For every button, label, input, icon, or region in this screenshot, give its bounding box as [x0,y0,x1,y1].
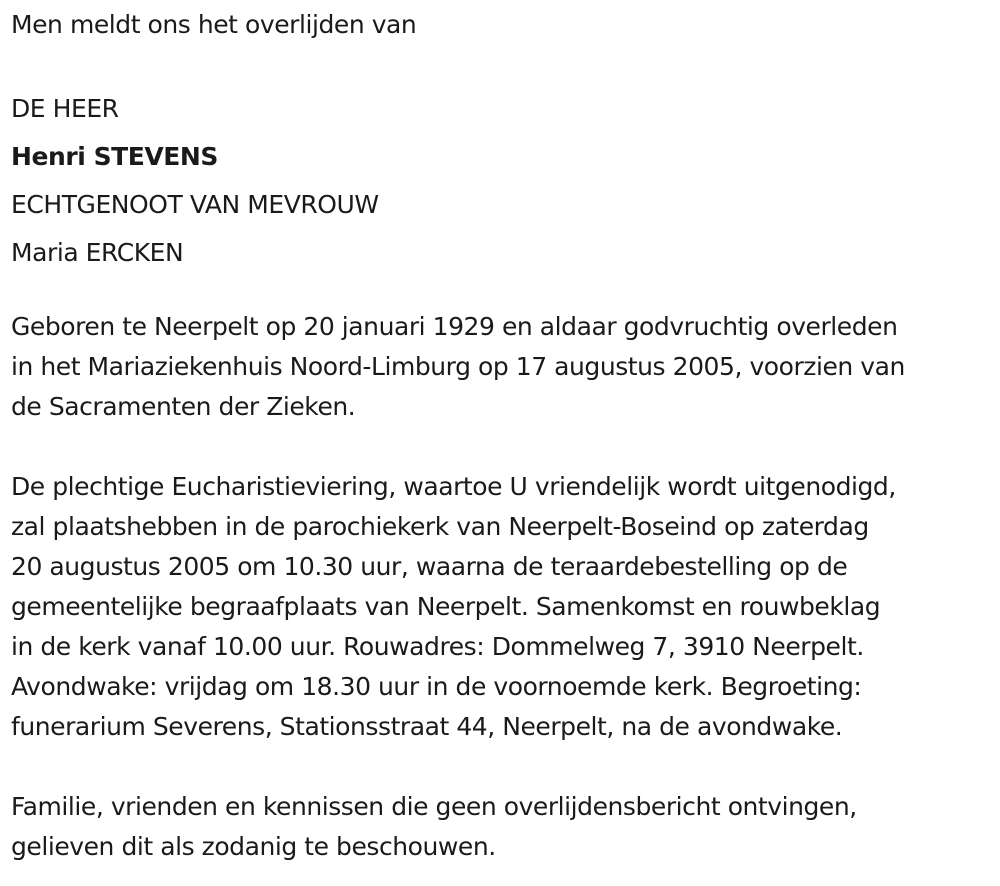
intro-text: Men meldt ons het overlijden van [11,10,417,39]
paragraph-line: Geboren te Neerpelt op 20 januari 1929 en aldaar godvruchtig overleden [11,312,898,341]
paragraph-line: funerarium Severens, Stationsstraat 44, Neerpelt, na de avondwake. [11,712,843,741]
paragraph-line: De plechtige Eucharistieviering, waartoe U vriendelijk wordt uitgenodigd, [11,472,896,501]
paragraph-line: zal plaatshebben in de parochiekerk van Neerpelt-Boseind op zaterdag [11,512,869,541]
paragraph-line: 20 augustus 2005 om 10.30 uur, waarna de teraardebestelling op de [11,552,848,581]
paragraph-line: Familie, vrienden en kennissen die geen overlijdensbericht ontvingen, [11,792,857,821]
spouse-label: ECHTGENOOT VAN MEVROUW [11,190,379,219]
paragraph-line: gemeentelijke begraafplaats van Neerpelt. Samenkomst en rouwbeklag [11,592,881,621]
honorific: DE HEER [11,94,119,123]
obituary-notice [11,0,996,867]
paragraph-line: de Sacramenten der Zieken. [11,392,356,421]
spouse-name: Maria ERCKEN [11,238,184,267]
deceased-name: Henri STEVENS [11,142,218,171]
paragraph-line: gelieven dit als zodanig te beschouwen. [11,832,496,861]
closing-paragraph [11,787,996,867]
paragraph-line: in het Mariaziekenhuis Noord-Limburg op 17 augustus 2005, voorzien van [11,352,905,381]
ceremony-paragraph [11,467,996,747]
birth-death-paragraph [11,307,996,427]
paragraph-line: in de kerk vanaf 10.00 uur. Rouwadres: Dommelweg 7, 3910 Neerpelt. [11,632,864,661]
paragraph-line: Avondwake: vrijdag om 18.30 uur in de voornoemde kerk. Begroeting: [11,672,862,701]
